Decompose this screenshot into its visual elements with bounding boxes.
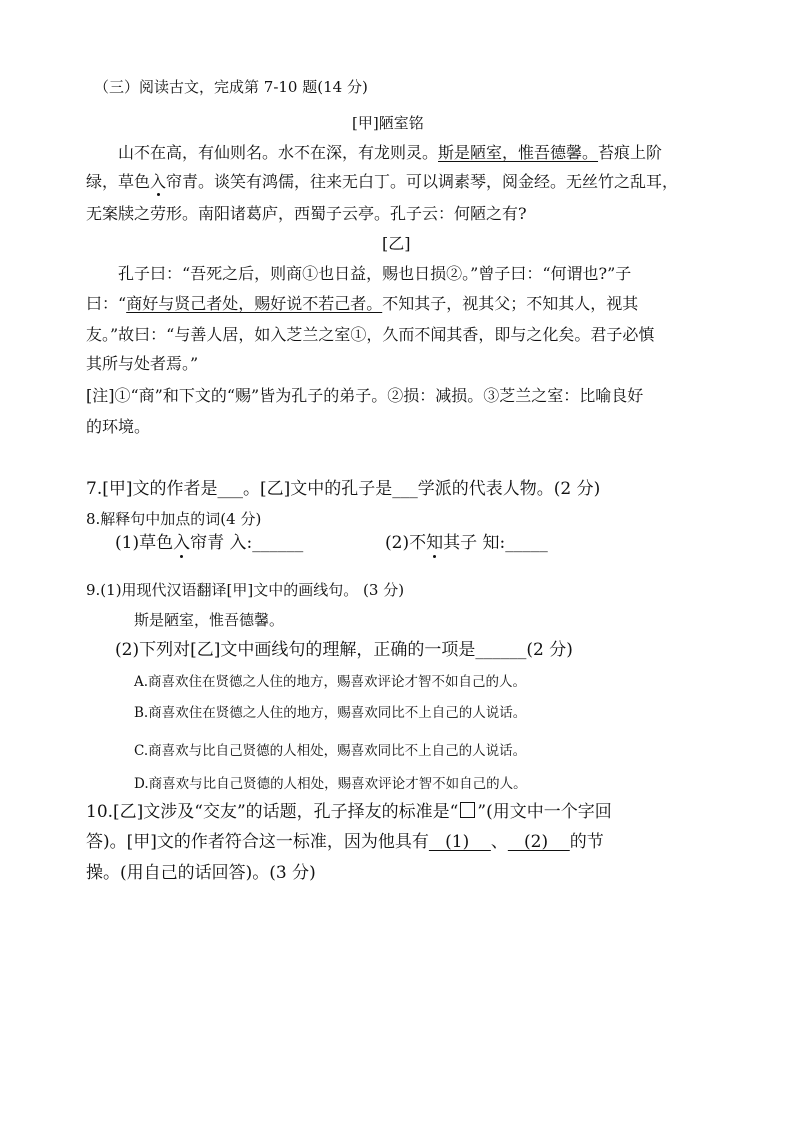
question-9-part-2: (2)下列对[乙]文中画线句的理解，正确的一项是______(2 分) (115, 640, 573, 660)
question-10-line-2 (86, 834, 604, 851)
answer-blank-1: (1) (428, 832, 491, 852)
text-a-title: [甲]陋室铭 (352, 114, 424, 132)
text-a-line-2 (86, 174, 678, 190)
question-10-line-3: 操。(用自己的话回答)。(3 分) (86, 863, 316, 883)
text-b-line-4: 其所与处者焉。” (86, 354, 199, 373)
question-9-option-a: A.商喜欢住在贤德之人住的地方，赐喜欢评论才智不如自己的人。 (134, 674, 527, 690)
question-10-line-2-end: 的节 (569, 832, 604, 852)
text-a-line-2-end: 帘青。谈笑有鸿儒，往来无白丁。可以调素琴，阅金经。无丝竹之乱耳， (166, 172, 679, 191)
answer-blank-2: (2) (507, 832, 570, 852)
text-a-line-1-end: 苔痕上阶 (598, 143, 663, 162)
text-b-note-2: 的环境。 (86, 417, 151, 436)
text-a-line-2-start: 绿，草色 (86, 172, 151, 191)
text-b-line-2 (86, 296, 638, 312)
question-8-part-2-dotted-char: 知 (426, 533, 444, 553)
text-a-dotted-char: 入 (150, 172, 167, 191)
text-b-line-2-end: 不知其子，视其父；不知其人，视其 (382, 294, 639, 313)
question-8-part-1-start: (1)草色 (115, 533, 174, 553)
question-7: 7.[甲]文的作者是___。[乙]文中的孔子是___学派的代表人物。(2 分) (86, 479, 601, 499)
question-9-option-c: C.商喜欢与比自己贤德的人相处，赐喜欢同比不上自己的人说话。 (134, 743, 527, 759)
text-b-underlined-sentence: 商好与贤己者处，赐好说不若己者。 (126, 294, 383, 313)
question-8-part-2-start: (2)不 (385, 533, 427, 553)
text-a-line-1-start: 山不在高，有仙则名。水不在深，有龙则灵。 (118, 143, 439, 162)
question-8-part-1-dotted-char: 入 (173, 533, 191, 553)
question-9-title: 9.(1)用现代汉语翻译[甲]文中的画线句。 (3 分) (86, 581, 405, 599)
text-a-line-3: 无案牍之劳形。南阳诸葛庐，西蜀子云亭。孔子云：何陋之有? (86, 204, 527, 223)
question-8-part-2-end: 其子 知:_____ (443, 533, 548, 553)
question-10-line-2-start: 答)。[甲]文的作者符合这一标准，因为他具有 (86, 832, 429, 852)
question-10-line-1 (86, 802, 612, 821)
question-10-line-1-start: 10.[乙]文涉及“交友”的话题，孔子择友的标准是“ (86, 802, 459, 822)
question-8-part-1-end: 帘青 入:______ (190, 533, 304, 553)
question-8-title: 8.解释句中加点的词(4 分) (86, 510, 262, 528)
question-10-separator: 、 (490, 832, 508, 852)
question-9-option-b: B.商喜欢住在贤德之人住的地方，赐喜欢同比不上自己的人说话。 (134, 705, 527, 721)
answer-box (460, 802, 475, 818)
text-b-title: [乙] (382, 234, 411, 253)
question-9-option-d: D.商喜欢与比自己贤德的人相处，赐喜欢评论才智不如自己的人。 (134, 776, 527, 792)
text-b-line-1: 孔子曰：“吾死之后，则商①也日益，赐也日损②。”曾子曰：“何谓也?”子 (118, 264, 632, 283)
question-8-part-1 (115, 535, 303, 552)
question-8-part-2 (385, 535, 548, 552)
text-a-line-1 (118, 145, 662, 161)
text-a-underlined-sentence: 斯是陋室，惟吾德馨。 (438, 143, 599, 162)
text-b-note-1: [注]①“商”和下文的“赐”皆为孔子的弟子。②损：减损。③芝兰之室：比喻良好 (86, 386, 644, 405)
text-b-line-2-start: 曰：“ (86, 294, 127, 313)
text-b-line-3: 友。”故曰：“与善人居，如入芝兰之室①，久而不闻其香，即与之化矣。君子必慎 (86, 325, 655, 344)
section-heading: （三）阅读古文，完成第 7-10 题(14 分) (94, 78, 368, 96)
question-9-sentence: 斯是陋室，惟吾德馨。 (134, 611, 285, 629)
question-10-line-1-end: ”(用文中一个字回 (477, 802, 612, 822)
